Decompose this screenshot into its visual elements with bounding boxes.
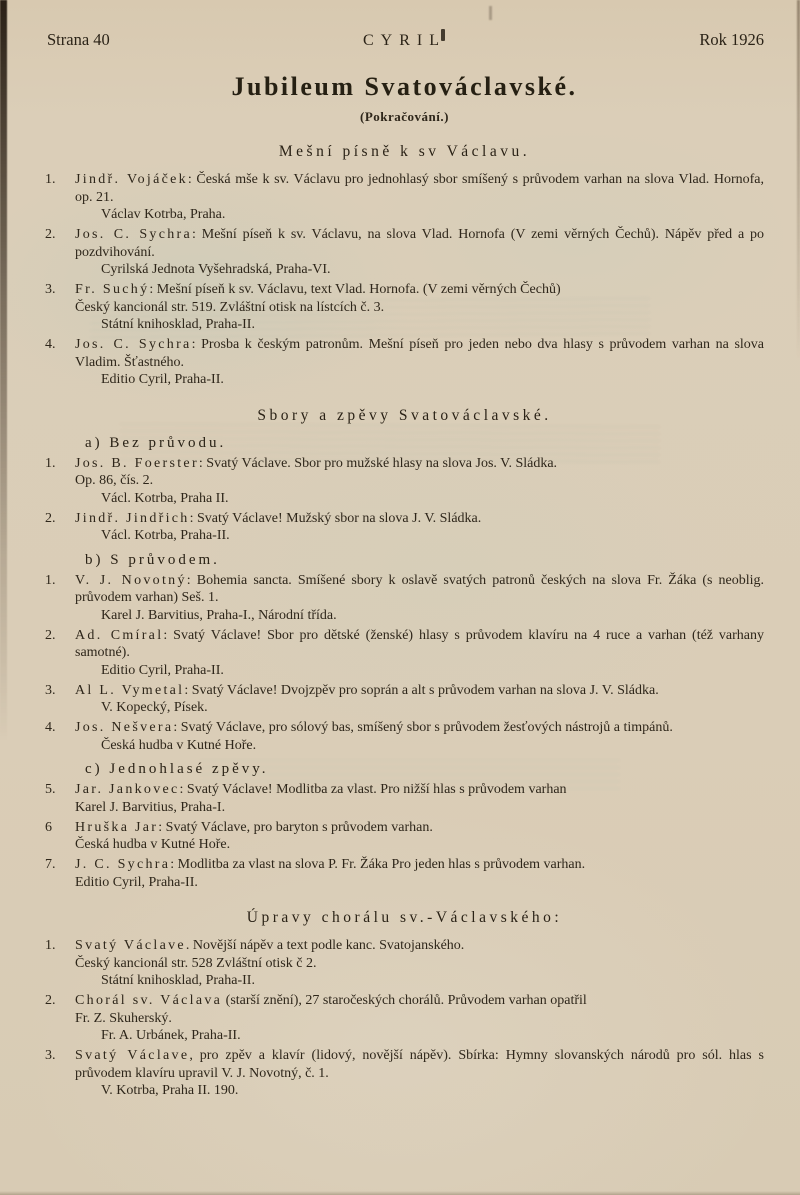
item-number: 2. <box>45 227 56 242</box>
publisher-line: Fr. A. Urbánek, Praha-II. <box>101 1028 241 1043</box>
publisher-line: Editio Cyril, Praha-II. <box>101 372 224 387</box>
catalog-item <box>45 719 764 754</box>
item-body <box>75 281 764 334</box>
catalog-item <box>45 992 764 1045</box>
publisher-line: Státní knihosklad, Praha-II. <box>101 317 255 332</box>
item-author: Jos. C. Sychra <box>75 227 193 242</box>
item-description <box>75 1047 764 1082</box>
item-number: 4. <box>45 720 56 735</box>
item-text: : Svatý Václave! Dvojzpěv pro soprán a alt s průvodem varhan na slova J. V. Sládka. <box>184 682 659 698</box>
item-number: 2. <box>45 627 56 643</box>
item-description <box>75 226 764 261</box>
item-number: 4. <box>45 337 56 352</box>
article-title: Jubileum Svatováclavské. <box>231 72 578 101</box>
item-description <box>75 819 764 837</box>
item-line: Editio Cyril, Praha-II. <box>75 874 198 890</box>
group-label: a) Bez průvodu. <box>85 434 227 451</box>
item-text: : Modlitba za vlast na slova P. Fr. Žáka Pro jeden hlas s průvodem varhan. <box>170 857 586 872</box>
item-author: Jos. Nešvera <box>75 720 174 735</box>
item-text: , pro zpěv a klavír (lidový, novější nápěv). Sbírka: Hymny slovanských národů pro sól. hlas s průvodem klavíru upravil V. J. Novotný, č. 1. <box>75 1048 764 1081</box>
item-author: J. C. Sychra <box>75 857 171 872</box>
publisher-line: Česká hudba v Kutné Hoře. <box>101 737 257 753</box>
item-text: : Mešní píseň k sv. Václavu, text Vlad. Hornofa. (V zemi věrných Čechů) <box>149 282 561 297</box>
item-text: : Svatý Václave! Mužský sbor na slova J. V. Sládka. <box>189 510 482 526</box>
catalog-item <box>45 226 764 279</box>
item-author: V. J. Novotný <box>75 572 187 588</box>
item-author: Jar. Jankovec <box>75 782 180 797</box>
item-author: Hruška Jar <box>75 819 159 835</box>
item-text: : Svatý Václave! Modlitba za vlast. Pro nižší hlas s průvodem varhan <box>179 782 567 797</box>
item-number: 5. <box>45 782 56 797</box>
catalog-item <box>45 336 764 389</box>
catalog-item <box>45 171 764 224</box>
publisher-line: Václ. Kotrba, Praha-II. <box>101 528 230 543</box>
item-number: 7. <box>45 857 56 872</box>
item-author: Jindř. Jindřich <box>75 510 190 526</box>
section-heading: Úpravy chorálu sv.-Václavského: <box>246 909 563 926</box>
item-author: Svatý Václave <box>75 938 186 953</box>
item-number: 2. <box>45 510 56 526</box>
item-description <box>75 510 764 528</box>
item-description <box>75 937 764 955</box>
publisher-line: Václav Kotrba, Praha. <box>101 207 226 222</box>
item-line: Karel J. Barvitius, Praha-I. <box>75 799 226 815</box>
catalog-item <box>45 819 764 854</box>
item-description <box>75 572 764 607</box>
year-label: Rok 1926 <box>699 30 764 49</box>
page-number: Strana 40 <box>47 30 110 49</box>
item-body <box>75 719 764 754</box>
item-body <box>75 819 764 854</box>
catalog-item <box>45 1047 764 1100</box>
item-number: 3. <box>45 682 56 698</box>
item-line: Op. 86, čís. 2. <box>75 473 154 488</box>
journal-title: CYRIL <box>363 32 446 49</box>
publisher-line: Václ. Kotrba, Praha II. <box>101 490 229 506</box>
publisher-line: Karel J. Barvitius, Praha-I., Národní třída. <box>101 607 337 623</box>
item-number: 6 <box>45 819 52 835</box>
catalog-item <box>45 572 764 625</box>
item-line: Česká hudba v Kutné Hoře. <box>75 837 231 852</box>
item-body <box>75 1047 764 1100</box>
item-number: 1. <box>45 572 56 588</box>
item-description <box>75 455 764 473</box>
catalog-item <box>45 455 764 508</box>
item-text: : Svatý Václave! Sbor pro dětské (ženské) hlasy s průvodem klavíru na 4 ruce a varhan (též varhany samotné). <box>75 627 764 660</box>
item-line: Fr. Z. Skuherský. <box>75 1010 172 1026</box>
item-body <box>75 627 764 680</box>
catalog-item <box>45 627 764 680</box>
catalog-item <box>45 856 764 891</box>
group-label: b) S průvodem. <box>85 551 220 568</box>
item-author: Al L. Vymetal <box>75 682 185 698</box>
item-body <box>75 572 764 625</box>
section-heading: Mešní písně k sv Václavu. <box>278 143 531 160</box>
catalog-item <box>45 510 764 545</box>
item-text: : Svatý Václave, pro sólový bas, smíšený sbor s průvodem žesťových nástrojů a timpánů. <box>173 720 673 735</box>
item-author: Svatý Václave <box>75 1048 190 1063</box>
item-description <box>75 336 764 371</box>
item-text: : Prosba k českým patronům. Mešní píseň pro jeden nebo dva hlasy s průvodem varhan na slova Vladim. Šťastného. <box>75 337 764 370</box>
continuation-note: (Pokračování.) <box>360 109 449 124</box>
publisher-line: Státní knihosklad, Praha-II. <box>101 973 255 988</box>
item-body <box>75 171 764 224</box>
item-text: : Mešní píseň k sv. Václavu, na slova Vlad. Hornofa (V zemi věrných Čechů). Nápěv před a po pozdvihování. <box>75 227 765 260</box>
publisher-line: V. Kotrba, Praha II. 190. <box>101 1083 239 1098</box>
item-description <box>75 627 764 662</box>
publisher-line: Editio Cyril, Praha-II. <box>101 662 224 678</box>
item-body <box>75 336 764 389</box>
item-text: . Novější nápěv a text podle kanc. Svatojanského. <box>185 938 465 953</box>
item-author: Chorál sv. Václava <box>75 993 223 1008</box>
item-body <box>75 856 764 891</box>
item-description <box>75 856 764 874</box>
item-text: : Svatý Václave. Sbor pro mužské hlasy na slova Jos. V. Sládka. <box>198 455 558 471</box>
item-number: 1. <box>45 172 56 187</box>
masthead <box>45 30 764 50</box>
catalog-item <box>45 281 764 334</box>
item-number: 2. <box>45 993 56 1008</box>
item-description <box>75 992 764 1010</box>
catalog-item <box>45 937 764 990</box>
item-text: : Svatý Václave, pro baryton s průvodem varhan. <box>158 819 433 835</box>
item-description <box>75 682 764 700</box>
item-author: Jos. B. Foerster <box>75 455 199 471</box>
article-body <box>45 143 764 1100</box>
item-text: : Česká mše k sv. Václavu pro jednohlasý sbor smíšený s průvodem varhan na slova Vlad. Hornofa, op. 21. <box>75 172 764 205</box>
item-line: Český kancionál str. 528 Zvláštní otisk č 2. <box>75 955 317 971</box>
item-body <box>75 682 764 717</box>
item-body <box>75 510 764 545</box>
item-line: Český kancionál str. 519. Zvláštní otisk na lístcích č. 3. <box>75 299 385 315</box>
item-body <box>75 781 764 816</box>
group-label: c) Jednohlasé zpěvy. <box>85 761 269 777</box>
item-number: 3. <box>45 282 56 297</box>
item-body <box>75 226 764 279</box>
item-text: : Bohemia sancta. Smíšené sbory k oslavě svatých patronů českých na slova Fr. Žáka (s neoblig. průvodem varhan) Seš. 1. <box>75 572 764 605</box>
item-description <box>75 281 764 299</box>
item-author: Jos. C. Sychra <box>75 337 192 352</box>
item-body <box>75 455 764 508</box>
item-description <box>75 719 764 737</box>
catalog-item <box>45 682 764 717</box>
item-description <box>75 171 764 206</box>
section-heading: Sbory a zpěvy Svatováclavské. <box>257 406 552 424</box>
scan-edge-shadow-bottom <box>0 1191 800 1195</box>
item-description <box>75 781 764 799</box>
publisher-line: V. Kopecký, Písek. <box>101 700 208 715</box>
item-number: 1. <box>45 938 56 953</box>
item-text: (starší znění), 27 staročeských chorálů. Průvodem varhan opatřil <box>222 993 587 1008</box>
catalog-item <box>45 781 764 816</box>
item-body <box>75 992 764 1045</box>
publisher-line: Cyrilská Jednota Vyšehradská, Praha-VI. <box>101 262 331 277</box>
item-author: Jindř. Vojáček <box>75 172 188 187</box>
item-author: Ad. Cmíral <box>75 627 164 643</box>
item-number: 1. <box>45 455 56 471</box>
item-number: 3. <box>45 1048 56 1063</box>
item-body <box>75 937 764 990</box>
item-author: Fr. Suchý <box>75 282 150 297</box>
